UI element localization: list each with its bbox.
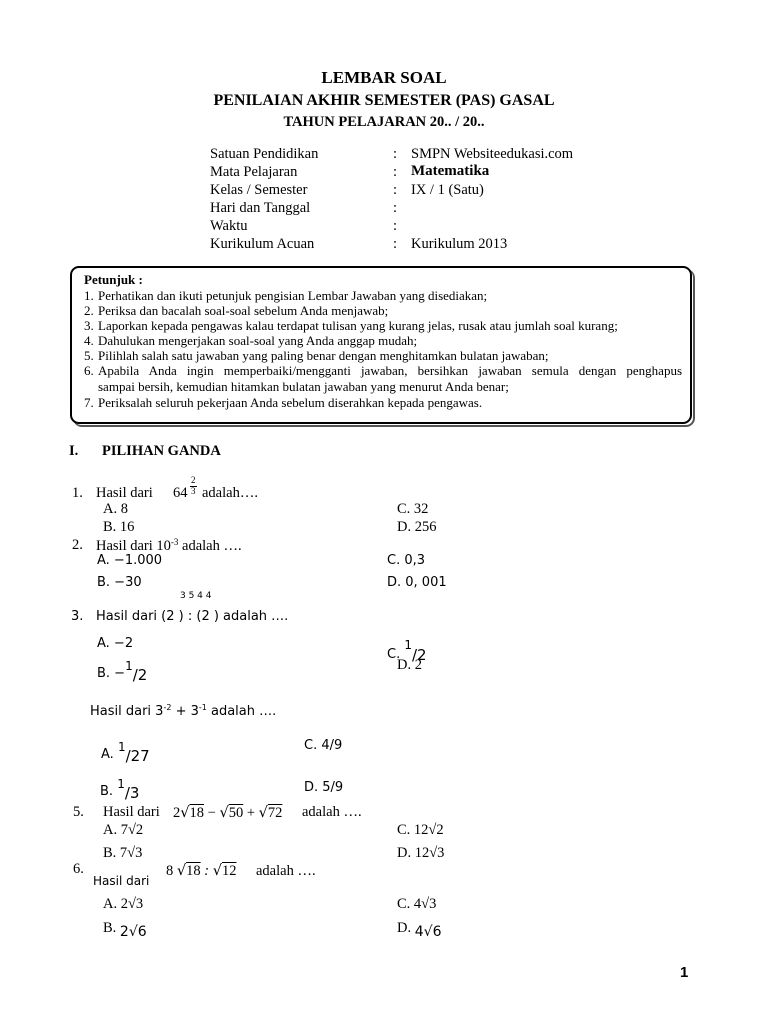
math-base: 64	[173, 485, 188, 501]
sqrt-icon: √	[258, 805, 268, 821]
option-a: A. −2	[97, 636, 134, 651]
instruction-text: Perhatikan dan ikuti petunjuk pengisian Lembar Jawaban yang disediakan;	[98, 288, 488, 303]
question-number: 6.	[73, 861, 84, 877]
instruction-text: Periksalah seluruh pekerjaan Anda sebelum diserahkan kepada pengawas.	[98, 395, 483, 410]
instruction-number: 3.	[84, 318, 94, 333]
info-value: IX / 1 (Satu)	[411, 182, 484, 198]
question-text	[90, 703, 276, 719]
question-number: 2.	[72, 537, 83, 553]
option-c: C. 32	[397, 501, 429, 517]
info-colon: :	[393, 146, 398, 162]
q4-exp1: -2	[163, 703, 172, 712]
info-colon: :	[393, 164, 398, 180]
doc-year: TAHUN PELAJARAN 20.. / 20..	[283, 114, 485, 130]
option-b: B. 7√3	[103, 845, 143, 861]
math-expression	[166, 863, 236, 880]
option-a	[101, 740, 150, 765]
frac-num: 1	[117, 777, 125, 791]
instruction-text: Laporkan kepada pengawas kalau terdapat tulisan yang kurang jelas, rusak atau jumlah soal kurang;	[98, 318, 618, 333]
instruction-number: 4.	[84, 333, 94, 348]
q3-exponents: 3 5 4 4	[180, 591, 212, 601]
option-b	[97, 659, 147, 684]
coef: 8	[166, 863, 174, 879]
q2-exponent: -3	[170, 537, 179, 547]
instruction-text: Pilihlah salah satu jawaban yang paling benar dengan menghitamkan bulatan jawaban;	[98, 348, 549, 363]
operator: :	[204, 863, 210, 879]
option-c-prefix: C.	[387, 647, 401, 662]
question-text: Hasil dari	[103, 804, 160, 820]
option-d: D. 12√3	[397, 845, 445, 861]
frac-den: /2	[132, 666, 148, 684]
question-text: adalah ….	[256, 863, 316, 879]
instruction-text: Apabila Anda ingin memperbaiki/mengganti jawaban, bersihkan jawaban semula dengan penghapus	[98, 363, 682, 378]
doc-subtitle: PENILAIAN AKHIR SEMESTER (PAS) GASAL	[213, 92, 555, 109]
radicand: 72	[267, 805, 283, 821]
question-number: 5.	[73, 804, 84, 820]
info-colon: :	[393, 200, 398, 216]
section-number: I.	[69, 443, 79, 459]
frac-den: /27	[125, 747, 150, 765]
question-text: adalah ….	[302, 804, 362, 820]
radicand: 50	[228, 805, 244, 821]
sqrt-icon: √	[219, 805, 229, 821]
math-exp-den: 3	[191, 486, 196, 496]
info-colon: :	[393, 218, 398, 234]
operator: +	[246, 805, 255, 821]
option-b	[100, 777, 139, 802]
info-label: Hari dan Tanggal	[210, 200, 311, 216]
question-text: Hasil dari	[93, 874, 150, 888]
doc-title: LEMBAR SOAL	[321, 68, 447, 87]
info-colon: :	[393, 236, 398, 252]
option-b	[103, 920, 147, 940]
instruction-number: 5.	[84, 348, 94, 363]
frac-num: 1	[125, 659, 133, 673]
option-a: A. 8	[103, 501, 128, 517]
info-label: Kurikulum Acuan	[210, 236, 315, 252]
option-b-prefix: B. −	[97, 666, 126, 681]
option-b: B. −30	[97, 575, 142, 590]
page-number: 1	[680, 964, 689, 981]
info-label: Satuan Pendidikan	[210, 146, 319, 162]
info-label: Waktu	[210, 218, 248, 234]
question-text: Hasil dari (2 ) : (2 ) adalah ….	[96, 609, 289, 624]
info-value: Matematika	[411, 163, 490, 179]
instruction-text: Periksa dan bacalah soal-soal sebelum Anda menjawab;	[98, 303, 389, 318]
instruction-number: 7.	[84, 395, 94, 410]
option-d: D. 256	[397, 519, 437, 535]
option-d: D. 2	[397, 657, 422, 673]
frac-num: 1	[117, 740, 126, 754]
option-b-value: 2√6	[119, 924, 147, 940]
q2-suffix: adalah ….	[178, 538, 242, 554]
option-b-prefix: B.	[100, 784, 114, 799]
q2-prefix: Hasil dari 10	[96, 538, 171, 554]
info-label: Mata Pelajaran	[210, 164, 298, 180]
sqrt-icon: √	[212, 863, 222, 879]
q4-prefix: Hasil dari 3	[90, 704, 164, 719]
instruction-number: 6.	[84, 363, 94, 378]
instruction-number: 1.	[84, 288, 94, 303]
option-b: B. 16	[103, 519, 135, 535]
option-d: D. 5/9	[304, 780, 344, 795]
frac-den: /2	[412, 646, 427, 664]
section-title: PILIHAN GANDA	[102, 443, 221, 459]
instruction-text: Dahulukan mengerjakan soal-soal yang Anda anggap mudah;	[98, 333, 418, 348]
q4-suffix: adalah ….	[206, 704, 277, 719]
radicand: 18	[189, 805, 204, 821]
info-value: SMPN Websiteedukasi.com	[411, 146, 574, 162]
info-colon: :	[393, 182, 398, 198]
option-b-prefix: B.	[103, 920, 117, 936]
frac-den: /3	[124, 784, 140, 802]
math-expression	[173, 805, 282, 822]
option-c: C. 4√3	[397, 896, 437, 912]
option-d-prefix: D.	[397, 920, 412, 936]
q4-exp2: -1	[198, 703, 207, 712]
radicand: 12	[221, 863, 237, 879]
coef: 2	[173, 805, 181, 821]
option-a-prefix: A.	[101, 747, 114, 762]
question-text: adalah….	[202, 485, 258, 501]
option-c: C. 0,3	[387, 553, 426, 568]
option-c: C. 12√2	[397, 822, 444, 838]
option-d	[397, 920, 441, 940]
sqrt-icon: √	[180, 805, 190, 821]
q4-mid: + 3	[171, 704, 199, 719]
instruction-number: 2.	[84, 303, 94, 318]
question-text: Hasil dari	[96, 485, 153, 501]
option-d: D. 0, 001	[387, 575, 447, 590]
frac-num: 1	[404, 638, 412, 652]
question-number: 3.	[71, 609, 84, 624]
info-value: Kurikulum 2013	[411, 236, 508, 252]
math-exp-num: 2	[191, 475, 196, 485]
option-d-value: 4√6	[414, 924, 442, 940]
radicand: 18	[186, 863, 201, 879]
option-a: A. −1.000	[97, 553, 163, 568]
question-number: 1.	[72, 485, 83, 501]
sqrt-icon: √	[176, 863, 187, 879]
option-c: C. 4/9	[304, 738, 343, 753]
instructions-heading: Petunjuk :	[84, 272, 143, 287]
instruction-text: sampai bersih, kemudian hitamkan bulatan jawaban yang menurut Anda benar;	[98, 379, 509, 394]
option-a: A. 2√3	[103, 896, 144, 912]
option-a: A. 7√2	[103, 822, 144, 838]
info-label: Kelas / Semester	[210, 182, 308, 198]
operator: −	[207, 805, 216, 821]
